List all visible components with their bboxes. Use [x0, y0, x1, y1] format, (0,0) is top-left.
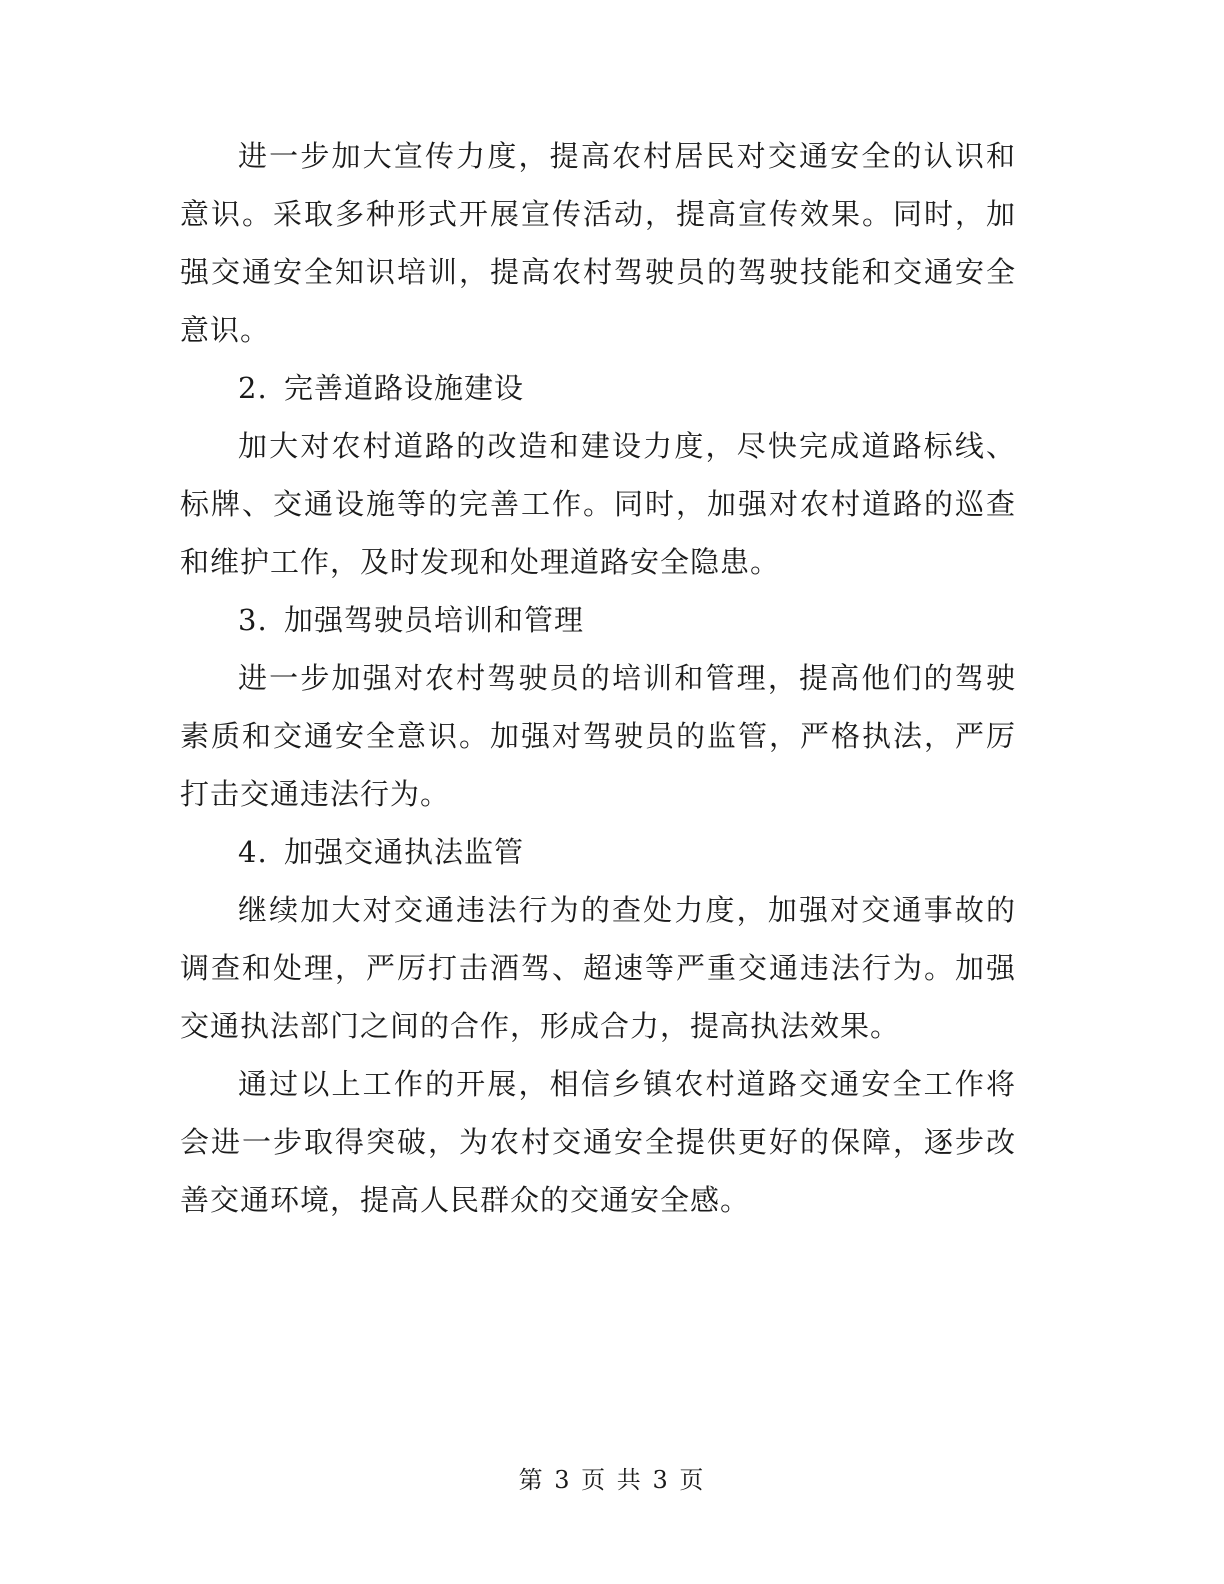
section-heading-enforcement — [180, 823, 1016, 881]
section-number: 4. — [238, 835, 268, 869]
section-title: 完善道路设施建设 — [284, 371, 525, 405]
paragraph-publicity: 进一步加大宣传力度，提高农村居民对交通安全的认识和意识。采取多种形式开展宣传活动，提高宣传效果。同时，加强交通安全知识培训，提高农村驾驶员的驾驶技能和交通安全意识。 — [180, 139, 1016, 347]
section-number: 2. — [238, 371, 268, 405]
paragraph-conclusion: 通过以上工作的开展，相信乡镇农村道路交通安全工作将会进一步取得突破，为农村交通安全提供更好的保障，逐步改善交通环境，提高人民群众的交通安全感。 — [180, 1067, 1016, 1217]
section-heading-road-facilities — [180, 359, 1016, 417]
section-title: 加强交通执法监管 — [284, 835, 525, 869]
paragraph-road-facilities: 加大对农村道路的改造和建设力度，尽快完成道路标线、标牌、交通设施等的完善工作。同时，加强对农村道路的巡查和维护工作，及时发现和处理道路安全隐患。 — [180, 429, 1016, 579]
section-number: 3. — [238, 603, 268, 637]
section-heading-driver-training — [180, 591, 1016, 649]
paragraph-driver-training: 进一步加强对农村驾驶员的培训和管理，提高他们的驾驶素质和交通安全意识。加强对驾驶员的监管，严格执法，严厉打击交通违法行为。 — [180, 661, 1016, 811]
page-footer: 第 3 页 共 3 页 — [518, 1466, 706, 1494]
section-title: 加强驾驶员培训和管理 — [284, 603, 585, 637]
paragraph-enforcement: 继续加大对交通违法行为的查处力度，加强对交通事故的调查和处理，严厉打击酒驾、超速等严重交通违法行为。加强交通执法部门之间的合作，形成合力，提高执法效果。 — [180, 893, 1016, 1043]
document-body — [180, 127, 1016, 1229]
